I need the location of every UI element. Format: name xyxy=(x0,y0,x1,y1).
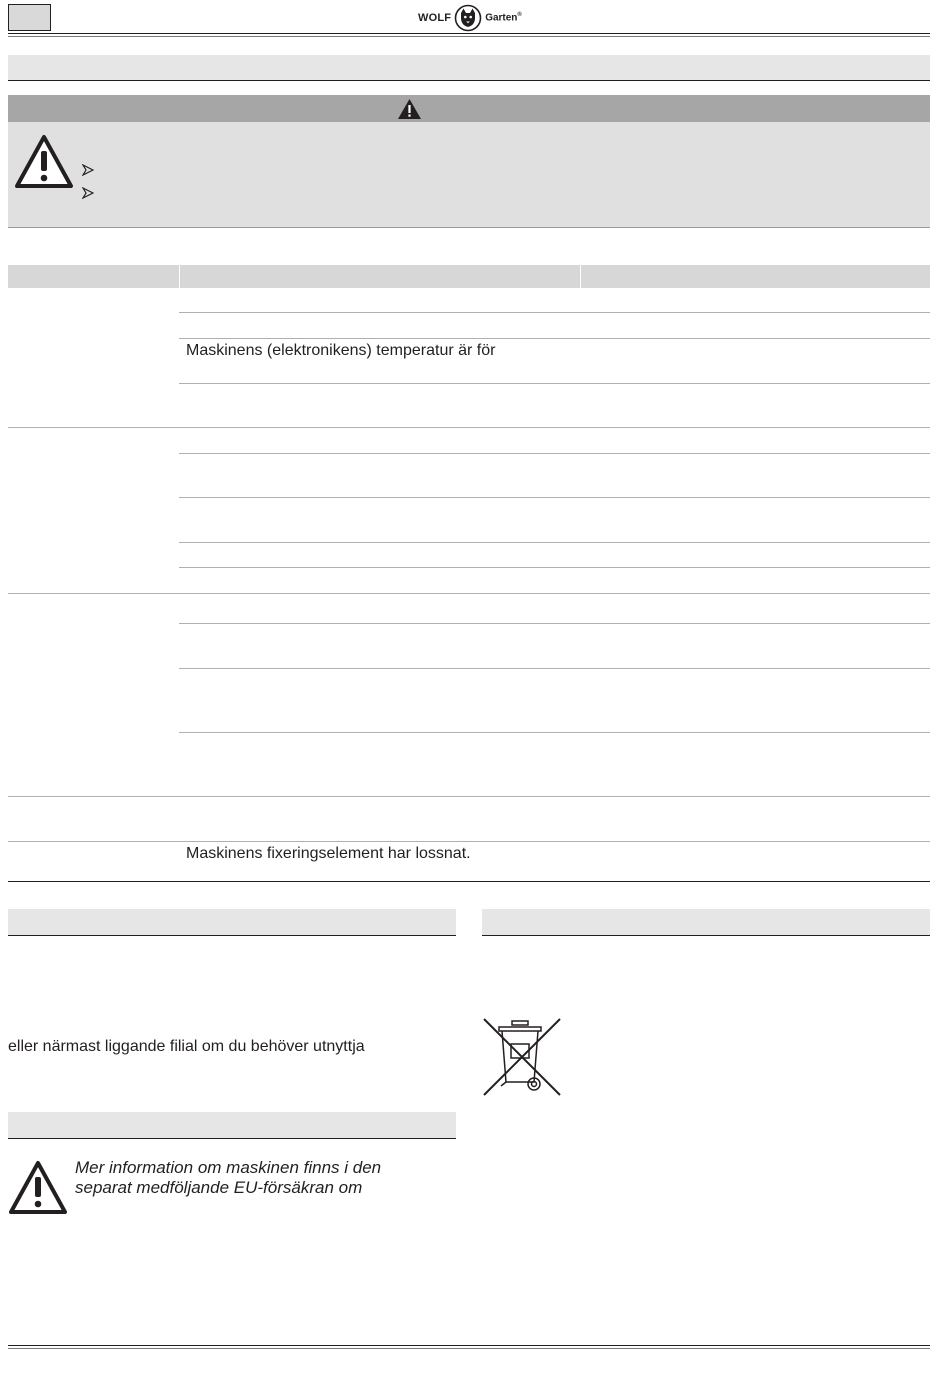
table-header-divider xyxy=(179,265,180,288)
table-header xyxy=(8,265,930,288)
service-text: eller närmast liggande filial om du behöver utnyttja xyxy=(8,1038,365,1055)
crossed-out-bin-icon xyxy=(481,1016,563,1098)
table-cell-cause: Maskinens fixeringselement har lossnat. xyxy=(186,845,471,862)
table-row-separator xyxy=(179,668,930,669)
table-group-separator xyxy=(8,841,930,842)
warranty-heading-bar xyxy=(8,909,456,936)
header-rule-2 xyxy=(8,36,930,37)
warning-triangle-icon xyxy=(8,1160,68,1215)
table-row-separator xyxy=(179,567,930,568)
table-row-separator xyxy=(179,383,930,384)
page-number-box xyxy=(8,4,51,31)
logo-garten-label: Garten xyxy=(485,12,518,24)
table-row-separator xyxy=(179,542,930,543)
table-row-separator xyxy=(179,623,930,624)
table-row-separator xyxy=(179,338,930,339)
logo-garten-text xyxy=(485,12,522,23)
logo-registered-mark: ® xyxy=(517,12,522,19)
table-bottom-rule xyxy=(8,881,930,882)
header-rule xyxy=(8,33,930,34)
wolf-head-icon xyxy=(454,4,482,32)
ce-info-line: Mer information om maskinen finns i den xyxy=(75,1158,382,1177)
table-row-separator xyxy=(179,497,930,498)
arrow-bullet-icon xyxy=(82,164,94,176)
disposal-heading-bar xyxy=(482,909,930,936)
ce-info-text xyxy=(75,1158,381,1198)
table-row-separator xyxy=(179,312,930,313)
warning-body xyxy=(8,122,930,228)
logo-wolf-text: WOLF xyxy=(418,12,452,24)
table-group-separator xyxy=(8,796,930,797)
table-header-divider xyxy=(580,265,581,288)
wolf-garten-logo xyxy=(418,4,522,32)
footer-rule xyxy=(8,1345,930,1346)
table-group-separator xyxy=(8,593,930,594)
ce-heading-bar xyxy=(8,1112,456,1139)
arrow-bullet-icon xyxy=(82,187,94,199)
table-group-separator xyxy=(8,427,930,428)
footer-rule-2 xyxy=(8,1348,930,1349)
section-heading-bar xyxy=(8,55,930,81)
warning-triangle-icon xyxy=(14,134,74,189)
warning-header xyxy=(8,95,930,122)
table-row-separator xyxy=(179,732,930,733)
table-row-separator xyxy=(179,453,930,454)
ce-info-line: separat medföljande EU-försäkran om xyxy=(75,1178,363,1197)
table-cell-cause: Maskinens (elektronikens) temperatur är för xyxy=(186,342,496,359)
warning-triangle-icon xyxy=(397,98,422,120)
